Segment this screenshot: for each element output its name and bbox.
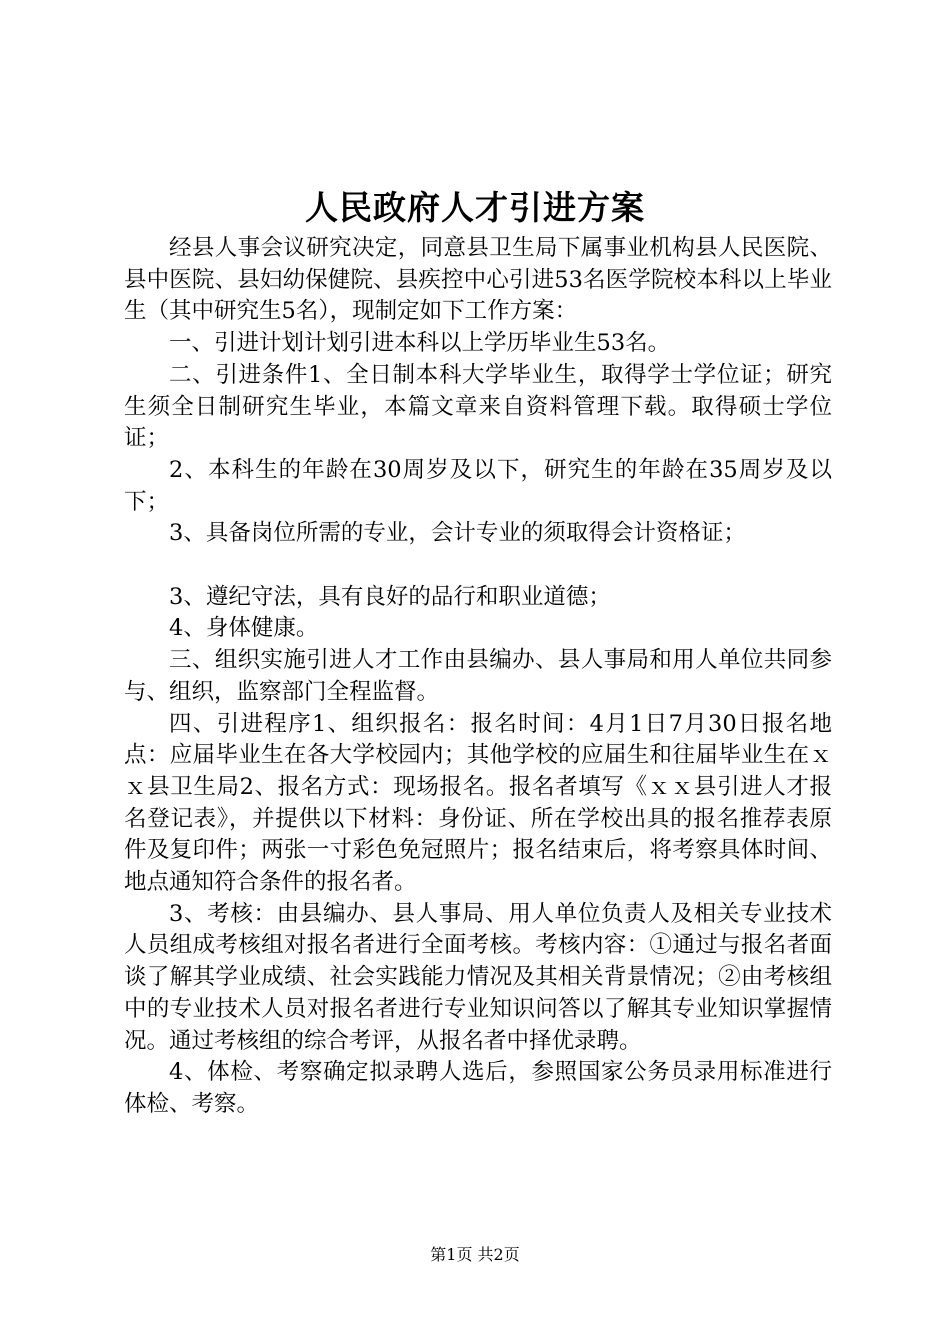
paragraph-organization: 三、组织实施引进人才工作由县编办、县人事局和用人单位共同参与、组织，监察部门全程监督。 bbox=[124, 647, 832, 705]
paragraph-intro: 经县人事会议研究决定，同意县卫生局下属事业机构县人民医院、县中医院、县妇幼保健院、县疾控中心引进53名医学院校本科以上毕业生（其中研究生5名），现制定如下工作方案： bbox=[124, 235, 832, 325]
blank-line bbox=[124, 550, 832, 582]
document-body bbox=[124, 233, 832, 1121]
paragraph-conduct: 3、遵纪守法，具有良好的品行和职业道德； bbox=[169, 583, 611, 610]
paragraph-conditions: 二、引进条件1、全日制本科大学毕业生，取得学士学位证；研究生须全日制研究生毕业，本篇文章来自资料管理下载。取得硕士学位证； bbox=[124, 361, 832, 452]
paragraph-assessment: 3、考核：由县编办、县人事局、用人单位负责人及相关专业技术人员组成考核组对报名者进行全面考核。考核内容：①通过与报名者面谈了解其学业成绩、社会实践能力情况及其相关背景情况；②由考核组中的专业技术人员对报名者进行专业知识问答以了解其专业知识掌握情况。通过考核组的综合考评，从报名者中择优录聘。 bbox=[124, 900, 832, 1054]
paragraph-qualification: 3、具备岗位所需的专业，会计专业的须取得会计资格证； bbox=[169, 520, 746, 547]
paragraph-health: 4、身体健康。 bbox=[169, 615, 319, 642]
paragraph-procedure: 四、引进程序1、组织报名：报名时间：4月1日7月30日报名地点：应届毕业生在各大学校园内；其他学校的应届生和往届毕业生在ｘｘ县卫生局2、报名方式：现场报名。报名者填写《ｘｘ县引进人才报名登记表》，并提供以下材料：身份证、所在学校出具的报名推荐表原件及复印件；两张一寸彩色免冠照片；报名结束后，将考察具体时间、地点通知符合条件的报名者。 bbox=[124, 710, 832, 896]
paragraph-medical-exam: 4、体检、考察确定拟录聘人选后，参照国家公务员录用标准进行体检、考察。 bbox=[124, 1059, 832, 1117]
document-title: 人民政府人才引进方案 bbox=[305, 188, 645, 227]
page-number: 第1页 共2页 bbox=[430, 1245, 520, 1264]
paragraph-age: 2、本科生的年龄在30周岁及以下，研究生的年龄在35周岁及以下； bbox=[124, 456, 832, 515]
paragraph-plan: 一、引进计划计划引进本科以上学历毕业生53名。 bbox=[169, 330, 671, 357]
